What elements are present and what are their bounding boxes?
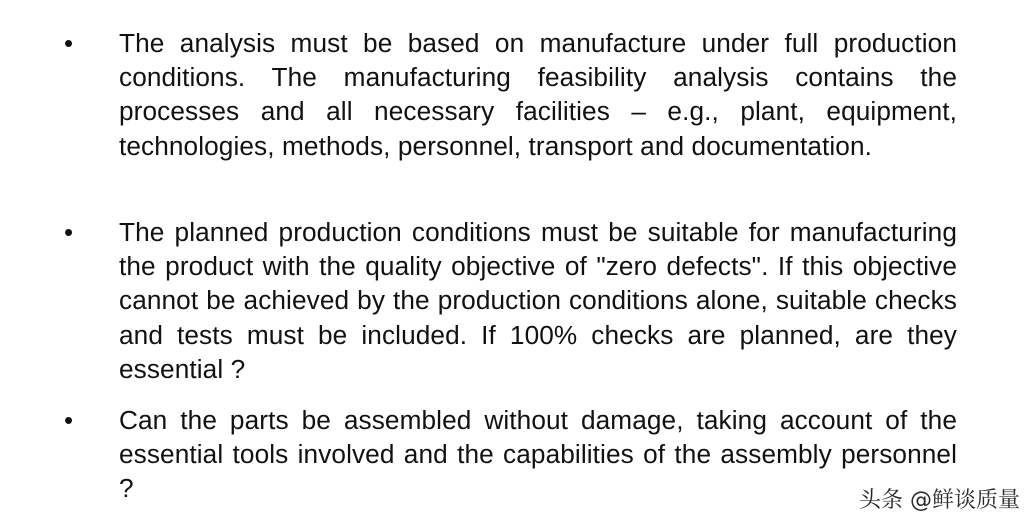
bullet-text-1: The analysis must be based on manufacture under full production conditions. The manufacturing feasibility analysis contains the processes and all necessary facilities – e.g., plant, equipment, technologies, methods, personnel, transport and documentation. xyxy=(119,28,957,161)
bullet-point-icon: • xyxy=(64,405,74,435)
bullet-text-2: The planned production conditions must be suitable for manufacturing the product with the quality objective of "zero defects". If this objective cannot be achieved by the production conditions alone, suitable checks and tests must be included. If 100% checks are planned, are they essential ? xyxy=(119,217,957,384)
bullet-text-3: Can the parts be assembled without damage, taking account of the essential tools involved and the capabilities of the assembly personnel ? xyxy=(119,405,957,504)
bullet-point-icon: • xyxy=(64,217,74,247)
bullet-point-icon: • xyxy=(64,28,74,58)
watermark-label: 头条 @鲜谈质量 xyxy=(859,488,1020,513)
